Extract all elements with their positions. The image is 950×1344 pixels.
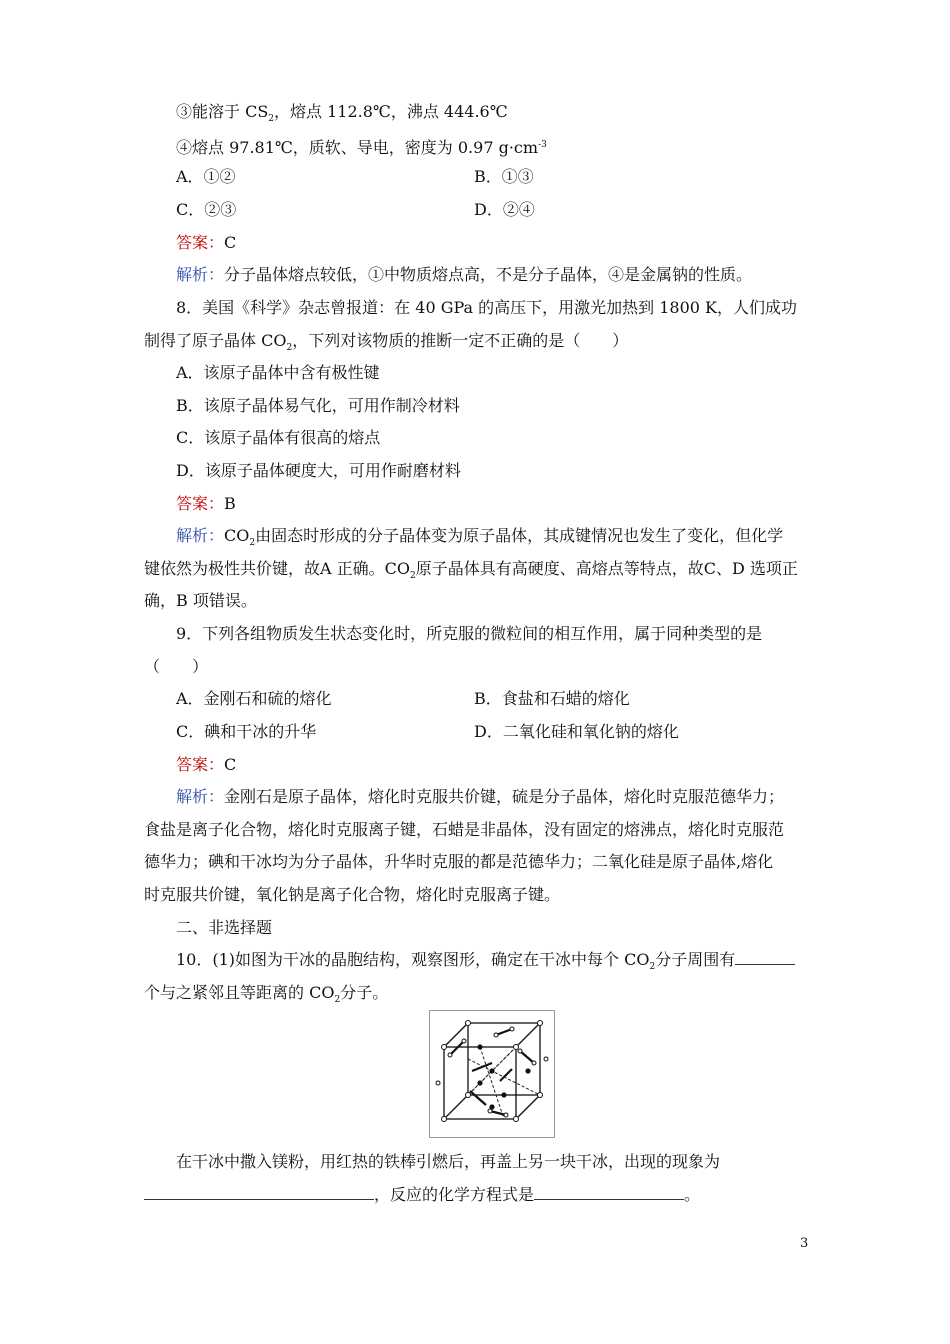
analysis-label: 解析： xyxy=(176,265,225,284)
q9-analysis-line4: 时克服共价键，氧化钠是离子化合物，熔化时克服离子键。 xyxy=(144,885,561,904)
dry-ice-unit-cell-figure xyxy=(429,1010,555,1138)
q8-option-d: D．该原子晶体硬度大，可用作耐磨材料 xyxy=(176,461,461,480)
q10-part2-line2: ，反应的化学方程式是 。 xyxy=(144,1184,700,1206)
crystal-cell-diagram xyxy=(430,1011,554,1137)
q9-option-d: D．二氧化硅和氧化钠的熔化 xyxy=(474,722,679,741)
q9-analysis-line1: 解析：金刚石是原子晶体，熔化时克服共价键，硫是分子晶体，熔化时克服范德华力； xyxy=(176,787,785,806)
q8-analysis-line1: 解析：$CO_2$由固态时形成的分子晶体变为原子晶体，其成键情况也发生了变化，但化学 xyxy=(176,526,784,548)
q9-option-a: A．金刚石和硫的熔化 xyxy=(176,689,332,708)
q10-stem-line1: 10．(1)如图为干冰的晶胞结构，观察图形，确定在干冰中每个 $CO_2$分子周围有 xyxy=(176,949,795,978)
q7-option-b: B．①③ xyxy=(474,167,534,186)
q7-answer: 答案：C xyxy=(176,233,237,252)
q8-option-b: B．该原子晶体易气化，可用作制冷材料 xyxy=(176,396,460,415)
q9-analysis-line2: 食盐是离子化合物，熔化时克服离子键，石蜡是非晶体，没有固定的熔沸点，熔化时克服范 xyxy=(144,820,785,839)
phenomenon-blank[interactable] xyxy=(144,1185,374,1200)
answer-label: 答案： xyxy=(176,233,225,252)
q8-option-c: C．该原子晶体有很高的熔点 xyxy=(176,428,381,447)
q8-stem-line2: 制得了原子晶体 $CO_2$，下列对该物质的推断一定不正确的是（ ） xyxy=(144,331,629,353)
q9-analysis-line3: 德华力；碘和干冰均为分子晶体，升华时克服的都是范德华力；二氧化硅是原子晶体,熔化 xyxy=(144,852,774,871)
q9-option-b: B．食盐和石蜡的熔化 xyxy=(474,689,630,708)
page-number: 3 xyxy=(800,1236,809,1251)
analysis-label: 解析： xyxy=(176,526,225,545)
q7-item-3: ③能溶于 $CS_2$，熔点 112.8℃，沸点 444.6℃ xyxy=(176,102,508,124)
q10-part2-line1: 在干冰中撒入镁粉，用红热的铁棒引燃后，再盖上另一块干冰，出现的现象为 xyxy=(176,1152,721,1171)
answer-label: 答案： xyxy=(176,755,225,774)
q8-option-a: A．该原子晶体中含有极性键 xyxy=(176,363,380,382)
q7-analysis: 解析：分子晶体熔点较低，①中物质熔点高，不是分子晶体，④是金属钠的性质。 xyxy=(176,265,753,284)
q9-stem-line2: （ ） xyxy=(144,657,209,676)
q8-stem-line1: 8．美国《科学》杂志曾报道：在 40 GPa 的高压下，用激光加热到 1800 K，人们成功 xyxy=(176,298,798,317)
q7-item-4: ④熔点 97.81℃，质软、导电，密度为 0.97 $g\cdot cm^{-3}$ xyxy=(176,138,547,157)
answer-label: 答案： xyxy=(176,494,225,513)
q7-option-c: C．②③ xyxy=(176,200,237,219)
q8-answer: 答案：B xyxy=(176,494,236,513)
equation-blank[interactable] xyxy=(534,1185,684,1200)
q9-option-c: C．碘和干冰的升华 xyxy=(176,722,317,741)
analysis-label: 解析： xyxy=(176,787,225,806)
q9-stem-line1: 9．下列各组物质发生状态变化时，所克服的微粒间的相互作用，属于同种类型的是 xyxy=(176,624,763,643)
q8-analysis-line2: 键依然为极性共价键，故A 正确。$CO_2$原子晶体具有高硬度、高熔点等特点，故C、D 选项正 xyxy=(144,559,798,581)
q9-answer: 答案：C xyxy=(176,755,237,774)
q7-option-a: A．①② xyxy=(176,167,236,186)
section-heading: 二、非选择题 xyxy=(176,918,273,937)
q10-stem-line2: 个与之紧邻且等距离的 $CO_2$分子。 xyxy=(144,983,389,1005)
q8-analysis-line3: 确，B 项错误。 xyxy=(144,591,257,610)
q7-option-d: D．②④ xyxy=(474,200,535,219)
answer-blank[interactable] xyxy=(735,950,795,965)
